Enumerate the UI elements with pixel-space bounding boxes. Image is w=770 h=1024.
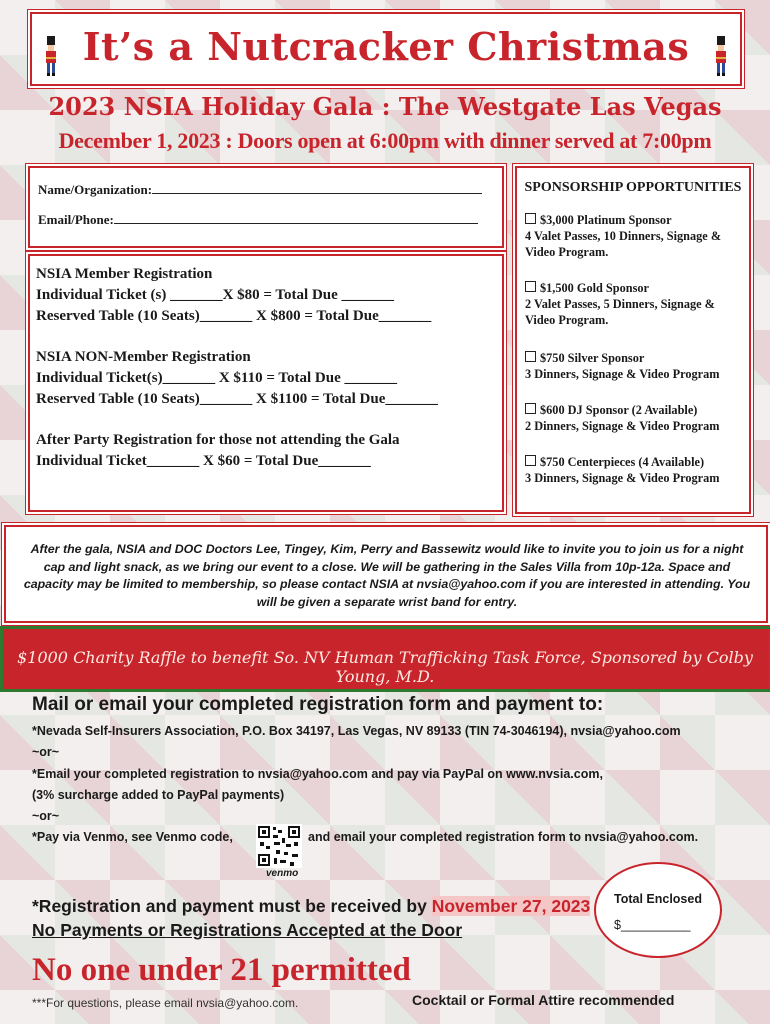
or-separator: ~or~ (32, 745, 60, 759)
title-banner (30, 12, 742, 86)
venmo-line-start: *Pay via Venmo, see Venmo code, (32, 830, 233, 844)
deadline-line (32, 896, 590, 917)
total-enclosed-oval (594, 862, 722, 958)
paypal-surcharge-line: (3% surcharge added to PayPal payments) (32, 788, 285, 802)
email-label: Email/Phone: (38, 212, 114, 227)
sponsorship-heading: SPONSORSHIP OPPORTUNITIES (524, 180, 742, 195)
checkbox[interactable] (525, 403, 536, 414)
after-party-box (4, 525, 768, 623)
checkbox[interactable] (525, 455, 536, 466)
sponsor-option-platinum[interactable] (525, 212, 747, 260)
page-title: It’s a Nutcracker Christmas (82, 24, 690, 69)
checkbox[interactable] (525, 213, 536, 224)
checkbox[interactable] (525, 351, 536, 362)
email-field[interactable] (38, 212, 478, 228)
mail-address-line: *Nevada Self-Insurers Association, P.O. Box 34197, Las Vegas, NV 89133 (TIN 74-3046194), nvsia@yahoo.com (32, 724, 681, 738)
checkbox[interactable] (525, 281, 536, 292)
nonmember-table-line[interactable]: Reserved Table (10 Seats)_______ X $1100 = Total Due_______ (36, 391, 438, 407)
total-enclosed-field[interactable]: $__________ (614, 918, 691, 932)
raffle-text: $1000 Charity Raffle to benefit So. NV Human Trafficking Task Force, Sponsored by Colby Young, M.D. (17, 648, 753, 686)
questions-note: ***For questions, please email nvsia@yahoo.com. (32, 996, 299, 1010)
sponsor-title: $600 DJ Sponsor (2 Available) (540, 403, 698, 417)
sponsor-option-dj[interactable] (525, 402, 747, 434)
sponsor-title: $750 Centerpieces (4 Available) (540, 455, 705, 469)
nonmember-heading: NSIA NON-Member Registration (36, 349, 251, 365)
name-label: Name/Organization: (38, 182, 153, 197)
nonmember-individual-line[interactable]: Individual Ticket(s)_______ X $110 = Total Due _______ (36, 370, 397, 386)
venmo-qr-code-icon (256, 824, 302, 868)
nutcracker-icon (714, 36, 728, 76)
paypal-line: *Email your completed registration to nvsia@yahoo.com and pay via PayPal on www.nvsia.com, (32, 767, 603, 781)
sponsor-desc: 2 Dinners, Signage & Video Program (525, 419, 720, 433)
deadline-prefix: *Registration and payment must be received by (32, 896, 432, 916)
sponsor-title: $3,000 Platinum Sponsor (540, 213, 672, 227)
mail-heading: Mail or email your completed registration form and payment to: (32, 694, 604, 715)
sponsor-desc: 4 Valet Passes, 10 Dinners, Signage & Video Program. (525, 229, 722, 259)
after-party-text: After the gala, NSIA and DOC Doctors Lee, Tingey, Kim, Perry and Bassewitz would like to invite you to join us for a night cap and light snack, as we bring our event to a close. We will be gathering in the Sales Villa from 10p-12a. Space and capacity may be limited to membership, so please contact NSIA at nvsia@yahoo.com if you are interested in attending. You will be given a separate wrist band for entry. (23, 542, 751, 609)
name-field[interactable] (38, 182, 482, 198)
sponsor-title: $750 Silver Sponsor (540, 351, 645, 365)
sponsor-title: $1,500 Gold Sponsor (540, 281, 649, 295)
attire-note: Cocktail or Formal Attire recommended (412, 992, 675, 1008)
sponsorship-box (515, 166, 751, 514)
afterparty-individual-line[interactable]: Individual Ticket_______ X $60 = Total Due_______ (36, 453, 371, 469)
sponsor-option-silver[interactable] (525, 350, 747, 382)
contact-info-box (28, 166, 504, 248)
member-table-line[interactable]: Reserved Table (10 Seats)_______ X $800 = Total Due_______ (36, 308, 432, 324)
age-notice: No one under 21 permitted (32, 952, 411, 988)
sponsor-desc: 3 Dinners, Signage & Video Program (525, 367, 720, 381)
sponsor-desc: 2 Valet Passes, 5 Dinners, Signage & Video Program. (525, 297, 715, 327)
venmo-line-end: and email your completed registration form to nvsia@yahoo.com. (308, 830, 699, 844)
event-date: December 1, 2023 : Doors open at 6:00pm with dinner served at 7:00pm (58, 128, 712, 153)
venmo-label: venmo (266, 868, 299, 879)
sponsor-option-centerpieces[interactable] (525, 454, 747, 486)
registration-box (28, 254, 504, 512)
nutcracker-icon (44, 36, 58, 76)
member-heading: NSIA Member Registration (36, 266, 213, 282)
event-subtitle: 2023 NSIA Holiday Gala : The Westgate Las Vegas (48, 92, 722, 121)
or-separator: ~or~ (32, 809, 60, 823)
deadline-date: November 27, 2023 (431, 896, 591, 916)
no-door-payments: No Payments or Registrations Accepted at the Door (32, 920, 463, 940)
afterparty-heading: After Party Registration for those not attending the Gala (36, 432, 400, 448)
member-individual-line[interactable]: Individual Ticket (s) _______X $80 = Total Due _______ (36, 287, 395, 303)
sponsor-desc: 3 Dinners, Signage & Video Program (525, 471, 720, 485)
total-enclosed-label: Total Enclosed (614, 892, 702, 906)
sponsor-option-gold[interactable] (525, 280, 747, 328)
